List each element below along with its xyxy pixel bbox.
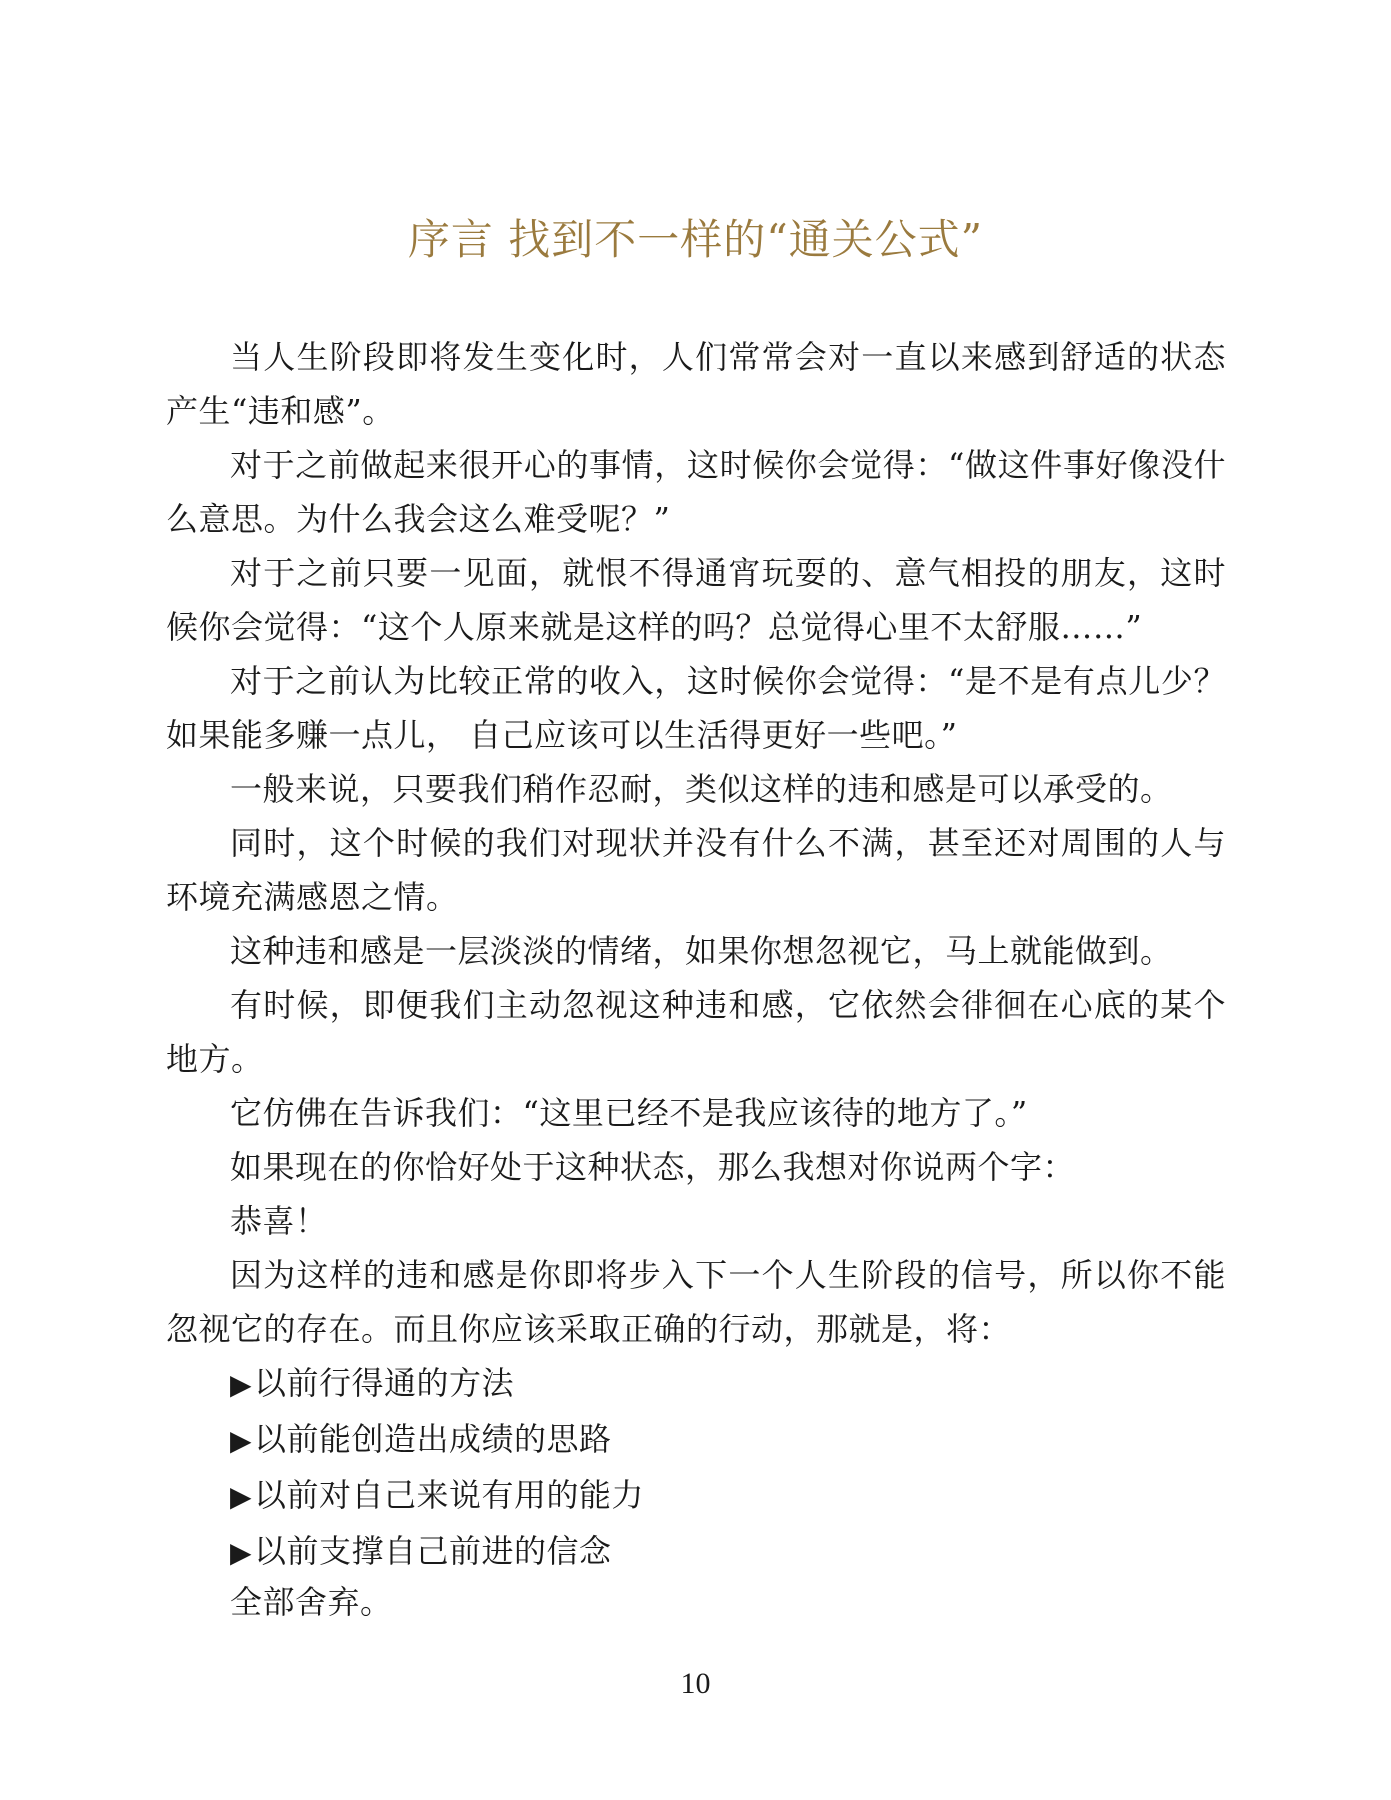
triangle-bullet-icon: ▶ xyxy=(230,1480,253,1513)
bullet-item xyxy=(166,1412,1226,1468)
page-title: 序言 找到不一样的“通关公式” xyxy=(407,215,984,264)
paragraph: 它仿佛在告诉我们：“这里已经不是我应该待的地方了。” xyxy=(230,1094,1028,1132)
bullet-text: 以前对自己来说有用的能力 xyxy=(254,1476,645,1514)
bullet-text: 以前行得通的方法 xyxy=(254,1364,515,1402)
bullet-item xyxy=(166,1468,1226,1524)
paragraph: 如果现在的你恰好处于这种状态，那么我想对你说两个字： xyxy=(230,1148,1076,1186)
triangle-bullet-icon: ▶ xyxy=(230,1368,253,1401)
triangle-bullet-icon: ▶ xyxy=(230,1536,253,1569)
paragraph: 当人生阶段即将发生变化时，人们常常会对一直以来感到舒适的状态产生“违和感”。 xyxy=(166,338,1226,430)
paragraph: 一般来说，只要我们稍作忍耐，类似这样的违和感是可以承受的。 xyxy=(230,770,1173,808)
paragraph: 同时，这个时候的我们对现状并没有什么不满，甚至还对周围的人与环境充满感恩之情。 xyxy=(166,824,1226,916)
triangle-bullet-icon: ▶ xyxy=(230,1424,253,1457)
bullet-text: 以前能创造出成绩的思路 xyxy=(254,1420,612,1458)
paragraph: 对于之前只要一见面，就恨不得通宵玩耍的、意气相投的朋友，这时候你会觉得：“这个人原来就是这样的吗？总觉得心里不太舒服……” xyxy=(166,554,1226,646)
paragraph: 有时候，即便我们主动忽视这种违和感，它依然会徘徊在心底的某个地方。 xyxy=(166,986,1226,1078)
closing-line: 全部舍弃。 xyxy=(230,1583,393,1621)
body-text xyxy=(166,330,1226,1624)
bullet-item xyxy=(166,1356,1226,1412)
bullet-item xyxy=(166,1524,1226,1580)
paragraph: 对于之前认为比较正常的收入，这时候你会觉得：“是不是有点儿少？如果能多赚一点儿， 自己应该可以生活得更好一些吧。” xyxy=(166,662,1226,754)
paragraph: 恭喜！ xyxy=(230,1202,328,1240)
bullet-text: 以前支撑自己前进的信念 xyxy=(254,1532,612,1570)
page-number: 10 xyxy=(680,1667,711,1700)
paragraph: 因为这样的违和感是你即将步入下一个人生阶段的信号，所以你不能忽视它的存在。而且你应该采取正确的行动，那就是，将： xyxy=(166,1256,1226,1348)
paragraph: 这种违和感是一层淡淡的情绪，如果你想忽视它，马上就能做到。 xyxy=(230,932,1173,970)
paragraph: 对于之前做起来很开心的事情，这时候你会觉得：“做这件事好像没什么意思。为什么我会这么难受呢？” xyxy=(166,446,1226,538)
